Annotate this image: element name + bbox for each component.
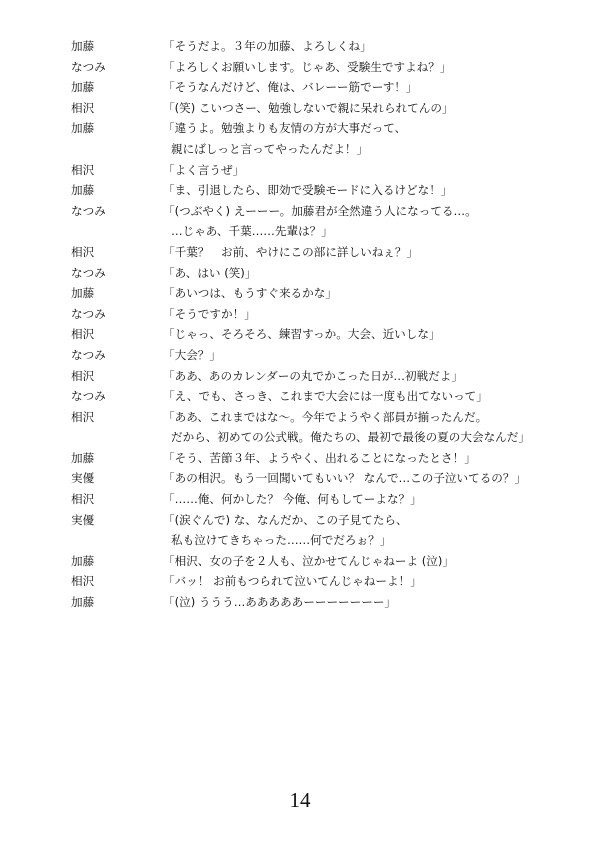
dialogue-text: 「よろしくお願いします。じゃあ、受験生ですよね？」 xyxy=(163,59,452,74)
dialogue-line xyxy=(0,386,600,407)
speaker-name: 加藤 xyxy=(71,183,95,198)
speaker-name: 相沢 xyxy=(71,574,95,589)
speaker-name: 実優 xyxy=(71,512,95,527)
dialogue-text: 私も泣けてきちゃった……何でだろぉ？」 xyxy=(171,533,392,548)
speaker-name: 実優 xyxy=(71,471,95,486)
dialogue-line xyxy=(0,180,600,201)
dialogue-text: 親にばしっと言ってやったんだよ！」 xyxy=(171,141,369,156)
dialogue-text: 「(笑) こいつさー、勉強しないで親に呆れられてんの」 xyxy=(163,100,454,115)
speaker-name: なつみ xyxy=(71,59,106,74)
dialogue-text: …じゃあ、千葉……先輩は？」 xyxy=(171,224,333,239)
dialogue-text: 「……俺、何かした？ 今俺、何もしてーよな？」 xyxy=(163,492,422,507)
speaker-name: 加藤 xyxy=(71,121,95,136)
dialogue-text: 「よく言うぜ」 xyxy=(163,162,245,177)
dialogue-list xyxy=(0,36,600,613)
dialogue-line xyxy=(0,489,600,510)
dialogue-text: 「ああ、あのカレンダーの丸でかこった日が…初戦だよ」 xyxy=(163,368,463,383)
dialogue-line xyxy=(0,510,600,531)
dialogue-line xyxy=(0,118,600,139)
dialogue-continuation xyxy=(0,530,600,551)
dialogue-text: 「え、でも、さっき、これまで大会には一度も出てないって」 xyxy=(163,389,488,404)
dialogue-text: 「千葉？ お前、やけにこの部に詳しいねぇ？」 xyxy=(163,244,419,259)
dialogue-line xyxy=(0,324,600,345)
dialogue-text: だから、初めての公式戦。俺たちの、最初で最後の夏の大会なんだ」 xyxy=(171,430,530,445)
speaker-name: なつみ xyxy=(71,347,106,362)
dialogue-line xyxy=(0,407,600,428)
speaker-name: 相沢 xyxy=(71,244,95,259)
dialogue-line xyxy=(0,36,600,57)
dialogue-text: 「そうなんだけど、俺は、バレーー筋でーす！」 xyxy=(163,80,418,95)
speaker-name: なつみ xyxy=(71,306,106,321)
dialogue-text: 「バッ！ お前もつられて泣いてんじゃねーよ！」 xyxy=(163,574,422,589)
dialogue-text: 「ああ、これまではな～。今年でようやく部員が揃ったんだ。 xyxy=(163,409,488,424)
dialogue-line xyxy=(0,160,600,181)
speaker-name: 加藤 xyxy=(71,595,95,610)
dialogue-line xyxy=(0,592,600,613)
dialogue-continuation xyxy=(0,221,600,242)
dialogue-continuation xyxy=(0,427,600,448)
dialogue-text: 「違うよ。勉強よりも友情の方が大事だって、 xyxy=(163,121,407,136)
dialogue-text: 「相沢、女の子を２人も、泣かせてんじゃねーよ (泣)」 xyxy=(163,553,454,568)
dialogue-text: 「大会？」 xyxy=(163,347,221,362)
speaker-name: 加藤 xyxy=(71,39,95,53)
speaker-name: 相沢 xyxy=(71,368,95,383)
dialogue-text: 「そう、苦節３年、ようやく、出れることになったとさ！」 xyxy=(163,450,476,465)
speaker-name: 相沢 xyxy=(71,492,95,507)
dialogue-text: 「ま、引退したら、即効で受験モードに入るけどな！」 xyxy=(163,183,453,198)
dialogue-line xyxy=(0,283,600,304)
dialogue-line xyxy=(0,448,600,469)
dialogue-line xyxy=(0,242,600,263)
dialogue-line xyxy=(0,98,600,119)
speaker-name: 加藤 xyxy=(71,450,95,465)
speaker-name: 加藤 xyxy=(71,80,95,95)
dialogue-text: 「あの相沢。もう一回聞いてもいい？ なんで…この子泣いてるの？」 xyxy=(163,471,527,486)
dialogue-text: 「そうだよ。３年の加藤、よろしくね」 xyxy=(163,39,372,53)
dialogue-text: 「(涙ぐんで) な、なんだか、この子見てたら、 xyxy=(163,512,408,527)
dialogue-line xyxy=(0,366,600,387)
speaker-name: 加藤 xyxy=(71,553,95,568)
speaker-name: 加藤 xyxy=(71,286,95,301)
dialogue-line xyxy=(0,77,600,98)
speaker-name: なつみ xyxy=(71,265,106,280)
speaker-name: 相沢 xyxy=(71,162,95,177)
speaker-name: 相沢 xyxy=(71,100,95,115)
speaker-name: なつみ xyxy=(71,203,106,218)
dialogue-line xyxy=(0,571,600,592)
dialogue-line xyxy=(0,551,600,572)
dialogue-text: 「(泣) ううう…あああああーーーーーーー」 xyxy=(163,595,397,610)
dialogue-text: 「(つぶやく) えーーー。加藤君が全然違う人になってる…。 xyxy=(163,203,477,218)
dialogue-text: 「じゃっ、そろそろ、練習すっか。大会、近いしな」 xyxy=(163,327,441,342)
dialogue-line xyxy=(0,263,600,284)
page-number: 14 xyxy=(289,788,311,812)
dialogue-line xyxy=(0,57,600,78)
speaker-name: なつみ xyxy=(71,389,106,404)
dialogue-line xyxy=(0,201,600,222)
dialogue-line xyxy=(0,345,600,366)
dialogue-text: 「あいつは、もうすぐ来るかな」 xyxy=(163,286,337,301)
speaker-name: 相沢 xyxy=(71,409,95,424)
speaker-name: 相沢 xyxy=(71,327,95,342)
dialogue-text: 「あ、はい (笑)」 xyxy=(163,265,257,280)
dialogue-continuation xyxy=(0,139,600,160)
dialogue-text: 「そうですか！」 xyxy=(163,306,256,321)
dialogue-line xyxy=(0,304,600,325)
dialogue-line xyxy=(0,468,600,489)
